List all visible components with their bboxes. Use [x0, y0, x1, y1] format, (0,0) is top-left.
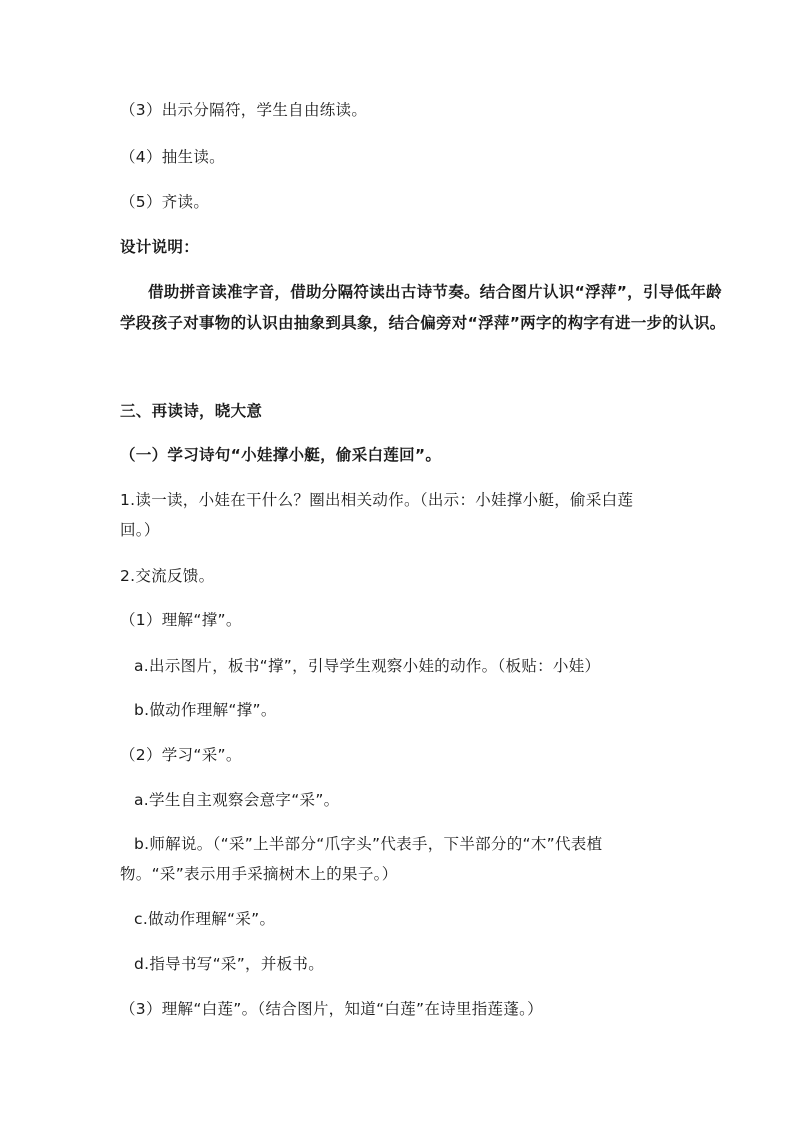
item-1-line-1: 1.读一读，小娃在干什么？圈出相关动作。（出示：小娃撑小艇，偷采白莲	[120, 491, 634, 509]
design-note-heading: 设计说明：	[120, 238, 200, 256]
sub-item-3-text: （3）理解“白莲”。（结合图片，知道“白莲”在诗里指莲蓬。）	[120, 1000, 543, 1018]
sub-item-1-text: （1）理解“撑”。	[120, 611, 242, 629]
step-b-2-line-1: b.师解说。（“采”上半部分“爪字头”代表手，下半部分的“木”代表植	[134, 835, 603, 853]
step-5-text: （5）齐读。	[120, 193, 210, 211]
step-b-1-text: b.做动作理解“撑”。	[134, 701, 277, 719]
step-a-1-text: a.出示图片，板书“撑”，引导学生观察小娃的动作。（板贴：小娃）	[134, 657, 601, 675]
step-b-2-line-2: 物。“采”表示用手采摘树木上的果子。）	[120, 865, 398, 883]
item-2-text: 2.交流反馈。	[120, 567, 215, 585]
step-3-text: （3）出示分隔符，学生自由练读。	[120, 101, 368, 119]
item-1-line-2: 回。）	[120, 521, 160, 539]
step-a-2-text: a.学生自主观察会意字“采”。	[134, 791, 340, 809]
design-note-line-1: 借助拼音读准字音，借助分隔符读出古诗节奏。结合图片认识“浮萍”，引导低年龄	[148, 283, 722, 301]
design-note-line-2: 学段孩子对事物的认识由抽象到具象，结合偏旁对“浮萍”两字的构字有进一步的认识。	[120, 314, 726, 332]
step-4-text: （4）抽生读。	[120, 148, 225, 166]
subsection-heading: （一）学习诗句“小娃撑小艇，偷采白莲回”。	[120, 446, 442, 464]
step-d-2-text: d.指导书写“采”，并板书。	[134, 955, 325, 973]
section-heading: 三、再读诗，晓大意	[120, 402, 263, 420]
step-c-2-text: c.做动作理解“采”。	[134, 910, 276, 928]
sub-item-2-text: （2）学习“采”。	[120, 746, 242, 764]
